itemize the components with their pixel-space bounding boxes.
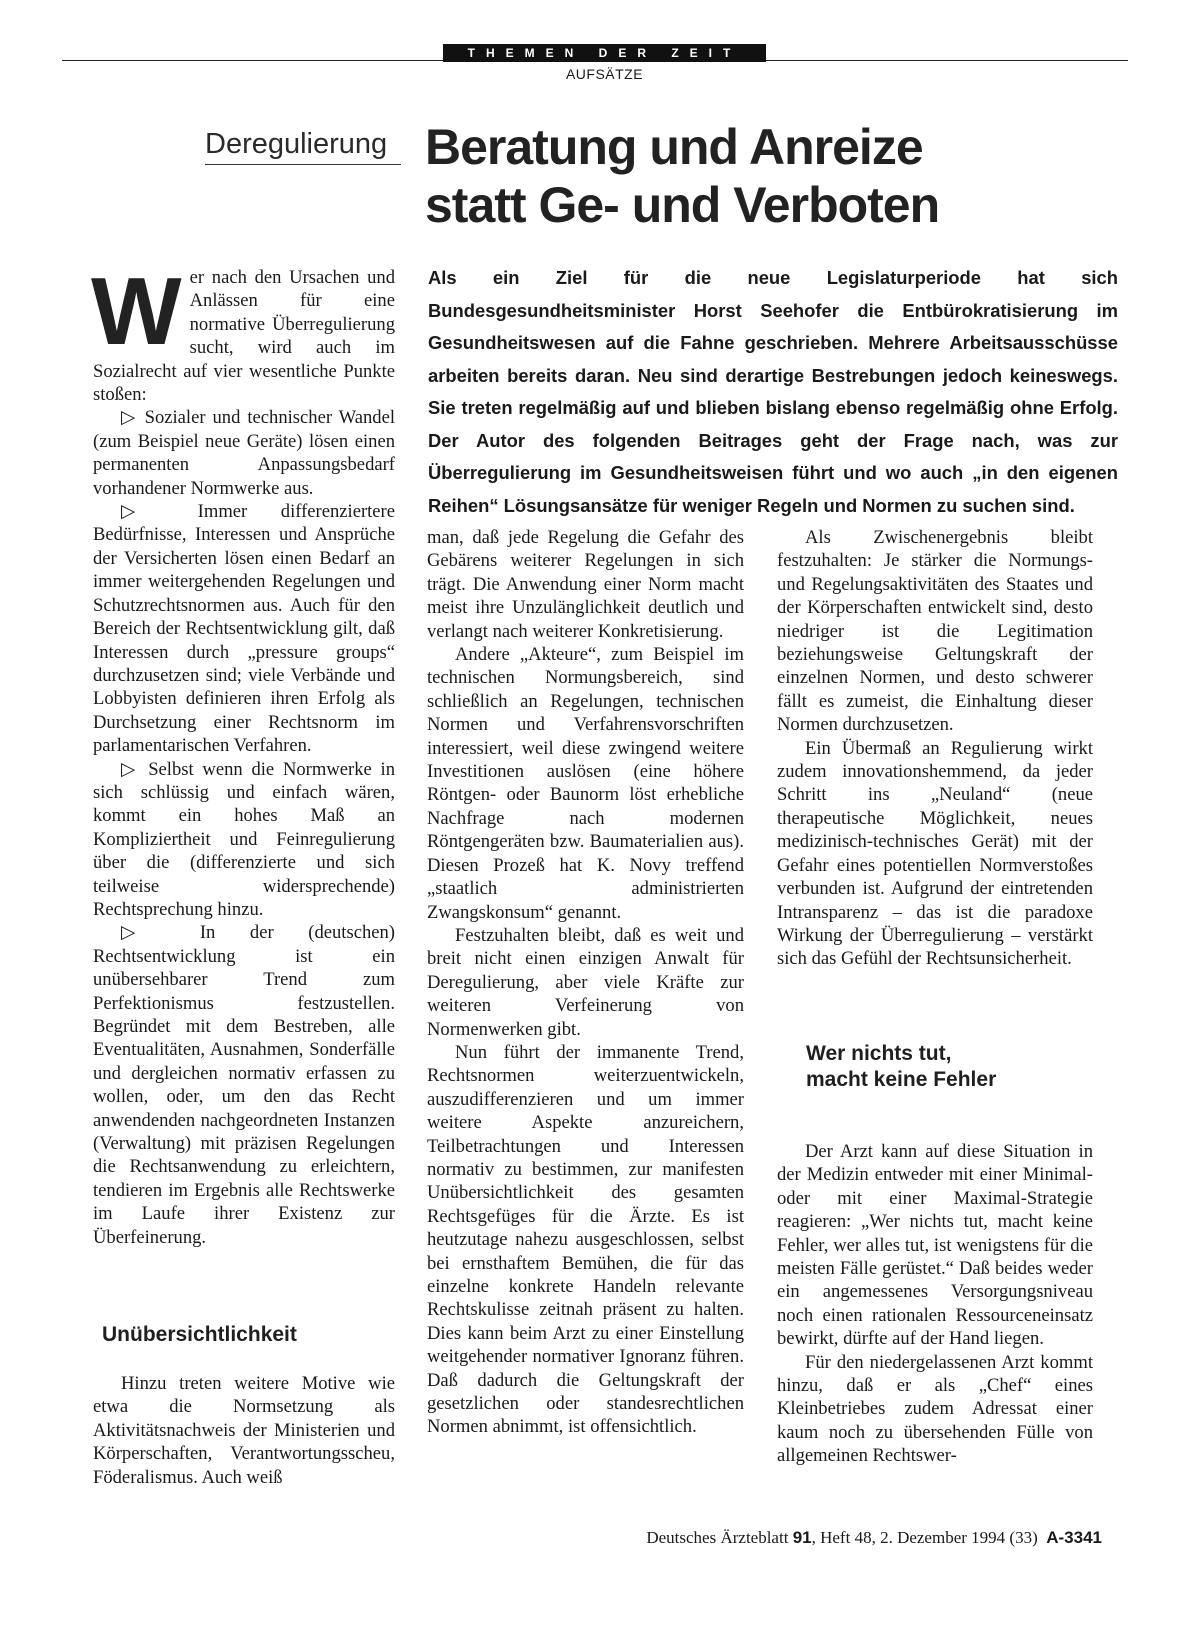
paragraph-text: er nach den Ursachen und Anlässen für eine normative Überregulierung sucht, wird auch im Sozialrecht auf vier wesentliche Punkte stoßen: [93,267,395,406]
paragraph: Als Zwischenergebnis bleibt festzuhalten: Je stärker die Normungs- und Regelungsaktivitäten des Staates und der Körperschaften entwickelt sind, desto niedriger ist die Legitimation beziehungsweise Geltungskraft der einzelnen Normen, und desto schwerer fällt es zumeist, die Einhaltung dieser Normen durchzusetzen. [777,527,1093,736]
bullet-paragraph: ▷ In der (deutschen) Rechtsentwicklung ist ein unübersehbarer Trend zum Perfektionismus festzustellen. Begründet mit dem Bestreben, alle Eventualitäten, Ausnahmen, Sonderfälle und dergleichen normativ erfassen zu wollen, oder, um den das Recht anwendenden nachgeordneten Instanzen (Verwaltung) mit präzisen Regelungen die Rechtsanwendung zu erleichtern, tendieren im Ergebnis alle Rechtswerke im Laufe ihrer Existenz zur Überfeinerung. [93,922,395,1248]
bullet-paragraph: ▷ Immer differenziertere Bedürfnisse, Interessen und Ansprüche der Versicherten lösen einen Bedarf an immer weitergehenden Regelungen und Schutzrechtsnormen aus. Auch für den Bereich der Rechtsentwicklung gilt, daß Interessen durch „pressure groups“ durchzusetzen sind; viele Verbände und Lobbyisten definieren ihren Erfolg als Durchsetzung einer Rechtsnorm im parlamentarischen Verfahren. [93,501,395,757]
column-2 [427,526,744,1439]
column-3 [777,526,1093,971]
page-number: A-3341 [1046,1528,1102,1547]
title-line-2: statt Ge- und Verboten [425,177,940,233]
bullet-paragraph: ▷ Sozialer und technischer Wandel (zum Beispiel neue Geräte) lösen einen permanenten Anpassungsbedarf vorhandener Normwerke aus. [93,407,395,499]
kicker-underline [205,164,401,165]
paragraph: Festzuhalten bleibt, daß es weit und breit nicht einen einzigen Anwalt für Deregulierung, aber viele Kräfte zur weiteren Verfeinerung von Normenwerken gibt. [427,924,744,1040]
page-footer [562,1528,1102,1548]
section-label: THEMEN DER ZEIT [443,44,766,62]
journal-name: Deutsches Ärzteblatt [646,1528,789,1547]
paragraph: Ein Übermaß an Regulierung wirkt zudem innovationshemmend, da jeder Schritt ins „Neuland“ (neue therapeutische Möglichkeit, neues medizinisch-technisches Gerät) mit der Gefahr eines potentiellen Normverstoßes verbunden ist. Aufgrund der eintretenden Intransparenz – das ist die paradoxe Wirkung der Überregulierung – verstärkt sich das Gefühl der Rechtsunsicherheit. [777,737,1093,970]
drop-cap: W [91,258,182,365]
subheading-line-2: macht keine Fehler [806,1068,997,1091]
column-1-continued [93,1372,395,1489]
paragraph: Für den niedergelassenen Arzt kommt hinzu, daß er als „Chef“ eines Kleinbetriebes zudem Adressat einer kaum noch zu übersehenden Fülle von allgemeinen Rechtswer- [777,1351,1093,1467]
subheading-line-1: Wer nichts tut, [806,1042,952,1065]
paragraph: man, daß jede Regelung die Gefahr des Gebärens weiterer Regelungen in sich trägt. Die Anwendung einer Norm macht meist ihre Unzulänglichkeit deutlich und verlangt nach weiterer Konkretisierung. [427,527,744,642]
paragraph: Der Arzt kann auf diese Situation in der Medizin entweder mit einer Minimal- oder mit einer Maximal-Strategie reagieren: „Wer nichts tut, macht keine Fehler, wer alles tut, ist wenigstens für die meisten Fälle gerüstet.“ Daß beides weder ein angemessenes Versorgungsniveau noch einen rationalen Ressourceneinsatz bewirkt, dürfte auf der Hand liegen. [777,1141,1093,1350]
paragraph [91,258,395,406]
subheading-unuebersichtlichkeit: Unübersichtlichkeit [102,1323,297,1346]
bullet-paragraph: ▷ Selbst wenn die Normwerke in sich schlüssig und einfach wären, kommt ein hohes Maß an Kompliziertheit und Feinregulierung über die (differenzierte und sich teilweise widersprechende) Rechtsprechung hinzu. [93,758,395,920]
column-1 [91,258,395,1249]
issue-date: , Heft 48, 2. Dezember 1994 (33) [811,1528,1038,1547]
paragraph: Andere „Akteure“, zum Beispiel im technischen Normungsbereich, sind schließlich an Regelungen, technischen Normen und Verfahrensvorschriften interessiert, weil diese zwingend weitere Investitionen auslösen (eine höhere Röntgen- oder Baunorm löst erhebliche Nachfrage nach modernen Röntgengeräten bzw. Baumaterialien aus). Diesen Prozeß hat K. Novy treffend „staatlich administrierten Zwangskonsum“ genannt. [427,644,744,923]
article-title [425,118,1125,234]
article-kicker: Deregulierung [205,128,388,160]
article-lead: Als ein Ziel für die neue Legislaturperiode hat sich Bundesgesundheitsminister Horst Seehofer die Entbürokratisierung im Gesundheitswesen auf die Fahne geschrieben. Mehrere Arbeitsausschüsse arbeiten bereits daran. Neu sind derartige Bestrebungen jedoch keineswegs. Sie treten regelmäßig auf und blieben bislang ebenso regelmäßig ohne Erfolg. Der Autor des folgenden Beitrages geht der Frage nach, was zur Überregulierung im Gesundheitsweisen führt und wo auch „in den eigenen Reihen“ Lösungsansätze für weniger Regeln und Normen zu suchen sind. [428,267,1118,516]
subsection-label: AUFSÄTZE [565,66,644,82]
paragraph: Nun führt der immanente Trend, Rechtsnormen weiterzuentwickeln, auszudifferenzieren und um immer weitere Aspekte anzureichern, Teilbetrachtungen und Interessen normativ zu bestimmen, zur manifesten Unübersichtlichkeit des gesamten Rechtsgefüges für die Ärzte. Es ist heutzutage nahezu ausgeschlossen, selbst bei ernsthaftem Bemühen, die für das einzelne konkrete Handeln relevante Rechtskulisse zeitnah präsent zu halten. Dies kann beim Arzt zu einer Einstellung weitgehender normativer Ignoranz führen. Daß dadurch die Geltungskraft der gesetzlichen oder standesrechtlichen Normen abnimmt, ist offensichtlich. [427,1041,744,1438]
volume-number: 91 [792,1528,812,1547]
paragraph: Hinzu treten weitere Motive wie etwa die Normsetzung als Aktivitätsnachweis der Ministerien und Körperschaften, Verantwortungsscheu, Föderalismus. Auch weiß [93,1373,395,1488]
subheading-wer-nichts-tut [806,1041,1096,1093]
title-line-1: Beratung und Anreize [425,119,923,175]
column-3-continued [777,1140,1093,1468]
